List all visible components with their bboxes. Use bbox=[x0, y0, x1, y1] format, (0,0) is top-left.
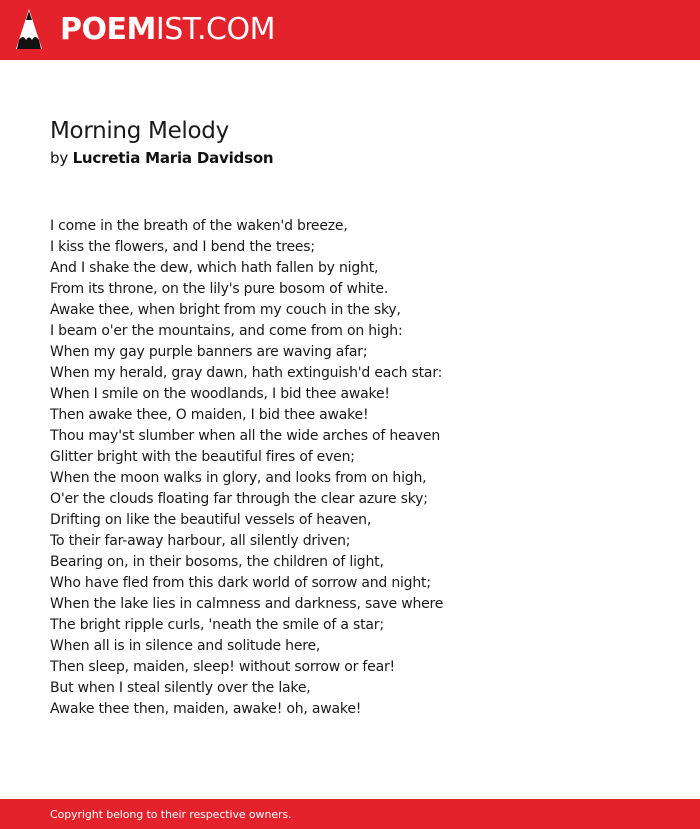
poem-line: And I shake the dew, which hath fallen by night, bbox=[50, 260, 379, 276]
logo-bold-part: POEM bbox=[60, 12, 156, 47]
poem-line: When my herald, gray dawn, hath extinguish'd each star: bbox=[50, 365, 443, 381]
poem-line: O'er the clouds floating far through the clear azure sky; bbox=[50, 491, 428, 507]
poem-line: When the lake lies in calmness and darkness, save where bbox=[50, 596, 444, 612]
poem-line: Thou may'st slumber when all the wide arches of heaven bbox=[50, 428, 441, 444]
poem-line: Then awake thee, O maiden, I bid thee awake! bbox=[50, 407, 369, 423]
byline bbox=[50, 148, 670, 168]
poem-line: Glitter bright with the beautiful fires of even; bbox=[50, 449, 355, 465]
poem-line: To their far-away harbour, all silently driven; bbox=[50, 533, 351, 549]
site-logo-link[interactable] bbox=[16, 9, 275, 51]
poem-line: The bright ripple curls, 'neath the smile of a star; bbox=[50, 617, 384, 633]
poem-line: When I smile on the woodlands, I bid thee awake! bbox=[50, 386, 390, 402]
poem-line: Drifting on like the beautiful vessels of heaven, bbox=[50, 512, 372, 528]
poem-line: From its throne, on the lily's pure bosom of white. bbox=[50, 281, 389, 297]
author-link[interactable]: Lucretia Maria Davidson bbox=[72, 149, 274, 167]
poem-line: Then sleep, maiden, sleep! without sorrow or fear! bbox=[50, 659, 395, 675]
site-logo-text bbox=[60, 12, 275, 47]
poem-container bbox=[50, 115, 670, 720]
site-footer bbox=[0, 799, 700, 829]
poem-line: Awake thee, when bright from my couch in the sky, bbox=[50, 302, 401, 318]
copyright-text: Copyright belong to their respective owners. bbox=[50, 807, 292, 821]
poem-line: Who have fled from this dark world of sorrow and night; bbox=[50, 575, 431, 591]
site-header bbox=[0, 0, 700, 60]
poem-body bbox=[50, 216, 670, 720]
poem-line: I kiss the flowers, and I bend the trees; bbox=[50, 239, 315, 255]
poem-title: Morning Melody bbox=[50, 118, 229, 144]
poem-line: I come in the breath of the waken'd breeze, bbox=[50, 218, 348, 234]
poem-line: But when I steal silently over the lake, bbox=[50, 680, 311, 696]
poem-line: Awake thee then, maiden, awake! oh, awake! bbox=[50, 701, 362, 717]
poem-line: I beam o'er the mountains, and come from on high: bbox=[50, 323, 403, 339]
poem-line: Bearing on, in their bosoms, the children of light, bbox=[50, 554, 384, 570]
pencil-tip-icon bbox=[16, 9, 42, 51]
poem-line: When my gay purple banners are waving afar; bbox=[50, 344, 368, 360]
poem-line: When the moon walks in glory, and looks from on high, bbox=[50, 470, 427, 486]
by-label: by bbox=[50, 149, 68, 167]
logo-light-part: IST.COM bbox=[155, 12, 275, 47]
poem-line: When all is in silence and solitude here, bbox=[50, 638, 321, 654]
